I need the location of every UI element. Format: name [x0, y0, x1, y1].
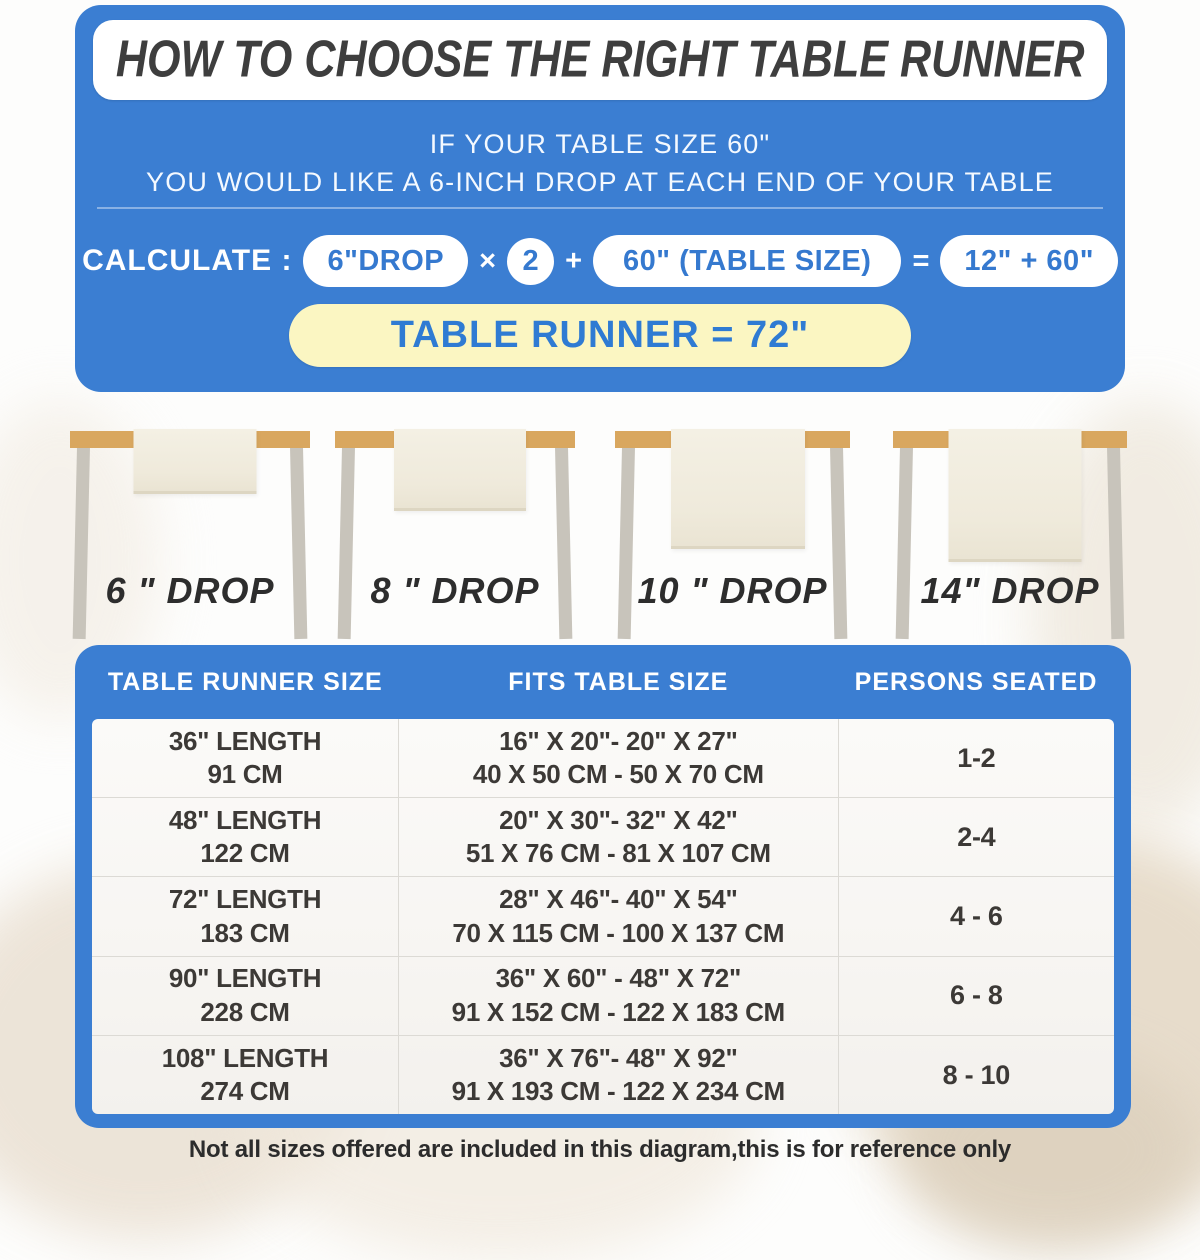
- runner-size-inches: 36" LENGTH: [168, 725, 322, 756]
- runner-cloth: [949, 429, 1082, 562]
- cell-persons: [839, 798, 1114, 876]
- cell-persons: [839, 877, 1114, 955]
- runner-size-inches: 72" LENGTH: [168, 884, 322, 915]
- runner-cloth: [671, 429, 805, 549]
- persons-seated: 4 - 6: [950, 901, 1003, 932]
- persons-seated: 6 - 8: [950, 980, 1003, 1011]
- persons-seated: 8 - 10: [942, 1059, 1010, 1090]
- drop-label: 14" DROP: [920, 570, 1100, 611]
- cell-runner-size: [92, 957, 399, 1035]
- runner-size-cm: 122 CM: [200, 838, 290, 869]
- drop-label: 8 " DROP: [370, 570, 540, 611]
- column-header-fits-size: FITS TABLE SIZE: [508, 667, 729, 696]
- fits-size-inches: 36" X 76"- 48" X 92": [499, 1042, 738, 1073]
- runner-cloth: [134, 429, 257, 494]
- header-box: [93, 20, 1107, 100]
- cell-persons: [839, 719, 1114, 797]
- column-header-runner-size: TABLE RUNNER SIZE: [107, 667, 383, 696]
- calculate-label: CALCULATE :: [82, 244, 293, 277]
- intro-line-1: IF YOUR TABLE SIZE 60": [429, 129, 771, 159]
- sum-pill: 12" + 60": [940, 235, 1118, 287]
- fits-size-cm: 91 X 152 CM - 122 X 183 CM: [451, 996, 785, 1027]
- fits-size-cm: 40 X 50 CM - 50 X 70 CM: [472, 759, 764, 790]
- table-row: [92, 877, 1114, 956]
- table-row: [92, 798, 1114, 877]
- panel-divider: [97, 207, 1103, 209]
- page-title: HOW TO CHOOSE THE RIGHT TABLE RUNNER: [115, 30, 1085, 89]
- runner-size-inches: 48" LENGTH: [168, 805, 322, 836]
- equals-sign: =: [912, 244, 930, 277]
- size-table-body: [92, 719, 1114, 1114]
- table-row: [92, 719, 1114, 798]
- multiplier-badge: 2: [507, 238, 554, 285]
- table-figure-6-drop: [70, 420, 310, 645]
- cell-fits-size: [399, 1036, 839, 1114]
- intro-line-2: YOU WOULD LIKE A 6-INCH DROP AT EACH END OF YOUR TABLE: [145, 167, 1054, 197]
- fits-size-inches: 20" X 30"- 32" X 42": [499, 805, 738, 836]
- persons-seated: 2-4: [957, 822, 996, 853]
- runner-size-inches: 90" LENGTH: [168, 963, 322, 994]
- table-figure-8-drop: [335, 420, 575, 645]
- table-figure-14-drop: [893, 420, 1127, 645]
- footnote: Not all sizes offered are included in this diagram,this is for reference only: [188, 1136, 1012, 1163]
- cell-runner-size: [92, 877, 399, 955]
- cell-runner-size: [92, 798, 399, 876]
- size-table-panel: [75, 645, 1131, 1128]
- runner-size-cm: 183 CM: [200, 917, 290, 948]
- column-header-persons: PERSONS SEATED: [854, 667, 1098, 696]
- cell-fits-size: [399, 877, 839, 955]
- fits-size-inches: 16" X 20"- 20" X 27": [499, 725, 738, 756]
- fits-size-cm: 51 X 76 CM - 81 X 107 CM: [465, 838, 771, 869]
- drop-label: 10 " DROP: [637, 570, 828, 611]
- runner-size-inches: 108" LENGTH: [161, 1042, 329, 1073]
- cell-fits-size: [399, 798, 839, 876]
- runner-size-cm: 91 CM: [207, 759, 283, 790]
- runner-size-cm: 228 CM: [200, 996, 290, 1027]
- drop-pill: 6"DROP: [303, 235, 468, 287]
- table-row: [92, 1036, 1114, 1114]
- runner-size-cm: 274 CM: [200, 1075, 290, 1106]
- fits-size-inches: 36" X 60" - 48" X 72": [495, 963, 741, 994]
- cell-persons: [839, 957, 1114, 1035]
- plus-sign: +: [565, 244, 583, 277]
- cell-fits-size: [399, 719, 839, 797]
- calculate-row: [75, 235, 1125, 287]
- runner-cloth: [394, 429, 526, 511]
- fits-size-cm: 91 X 193 CM - 122 X 234 CM: [451, 1075, 785, 1106]
- runner-result-pill: TABLE RUNNER = 72": [289, 304, 911, 367]
- cell-runner-size: [92, 1036, 399, 1114]
- cell-fits-size: [399, 957, 839, 1035]
- drops-section: [0, 420, 1200, 645]
- table-figure-10-drop: [615, 420, 850, 645]
- table-row: [92, 957, 1114, 1036]
- promo-panel: [75, 5, 1125, 392]
- fits-size-inches: 28" X 46"- 40" X 54": [499, 884, 738, 915]
- size-table-header-row: [92, 645, 1114, 719]
- cell-runner-size: [92, 719, 399, 797]
- persons-seated: 1-2: [957, 742, 996, 773]
- drop-label: 6 " DROP: [105, 570, 275, 611]
- multiply-sign: ×: [479, 244, 497, 277]
- table-size-pill: 60" (TABLE SIZE): [593, 235, 901, 287]
- fits-size-cm: 70 X 115 CM - 100 X 137 CM: [452, 917, 785, 948]
- cell-persons: [839, 1036, 1114, 1114]
